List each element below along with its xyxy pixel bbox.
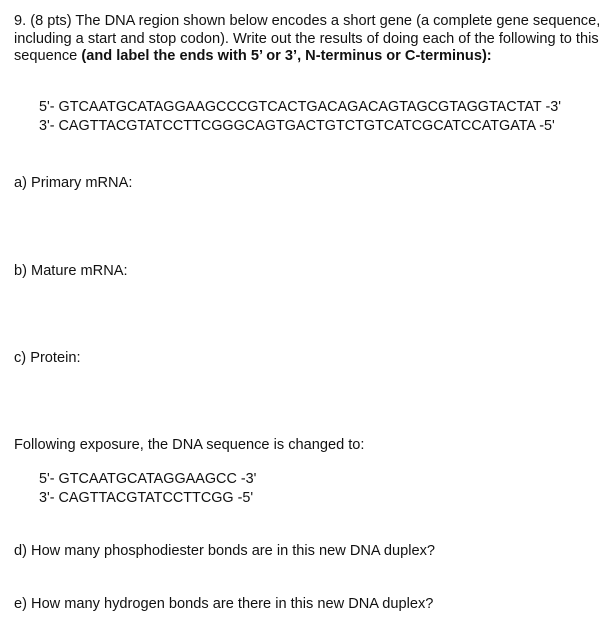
new-dna-top-strand: 5'- GTCAATGCATAGGAAGCC -3' [39,471,257,487]
new-dna-bottom-strand: 3'- CAGTTACGTATCCTTCGG -5' [39,490,254,506]
question-intro-text: 9. (8 pts) The DNA region shown below encodes a short gene (a complete gene sequence, including a start and stop codon). Write out the results of doing each of the following to this sequence [14,13,601,64]
exposure-text: Following exposure, the DNA sequence is changed to: [14,437,365,453]
question-d: d) How many phosphodiester bonds are in this new DNA duplex? [14,543,436,559]
question-intro-bold: (and label the ends with 5’ or 3’, N-terminus or C-terminus): [81,48,492,64]
original-dna-bottom-strand: 3'- CAGTTACGTATCCTTCGGGCAGTGACTGTCTGTCATCGCATCCATGATA -5' [39,118,555,134]
question-e: e) How many hydrogen bonds are there in this new DNA duplex? [14,596,434,612]
part-c-label: c) Protein: [14,350,81,366]
question-intro [14,13,606,66]
part-b-label: b) Mature mRNA: [14,263,128,279]
part-a-label: a) Primary mRNA: [14,175,133,191]
original-dna-top-strand: 5'- GTCAATGCATAGGAAGCCCGTCACTGACAGACAGTAGCGTAGGTACTAT -3' [39,99,561,115]
